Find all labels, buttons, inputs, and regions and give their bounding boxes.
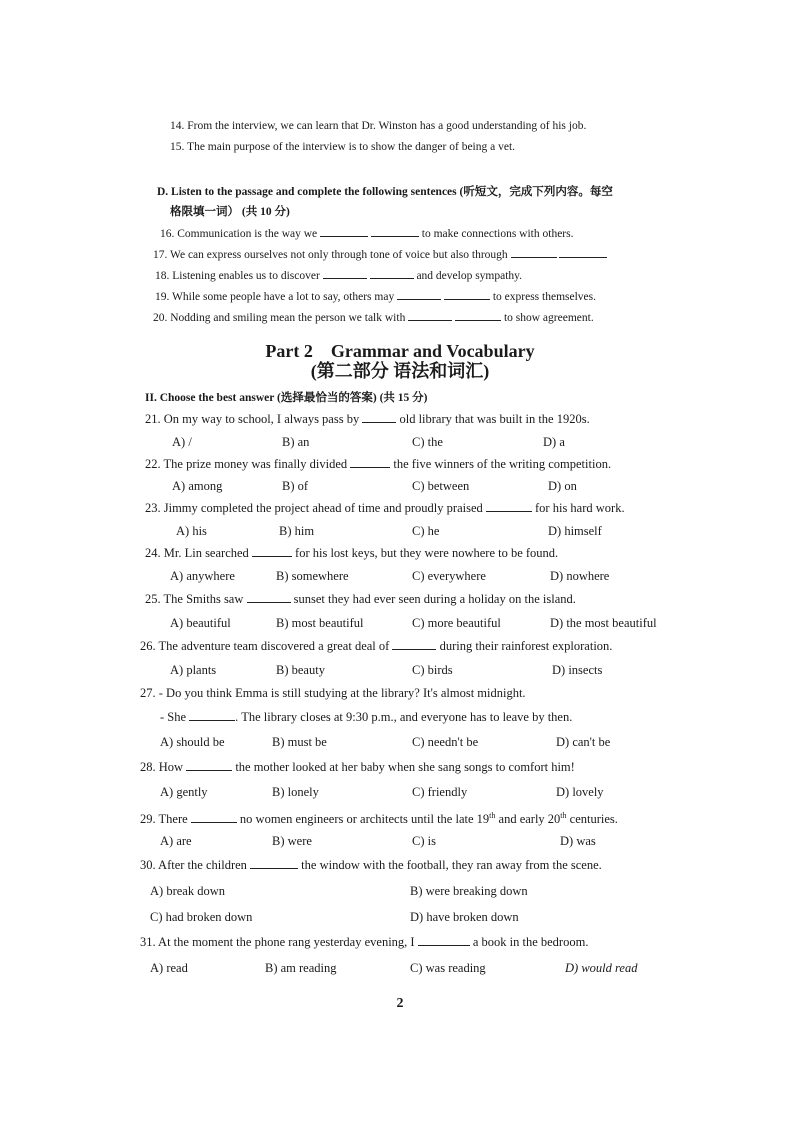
- answer-blank[interactable]: [559, 246, 607, 258]
- answer-blank[interactable]: [252, 545, 292, 557]
- option-a[interactable]: A) beautiful: [170, 616, 231, 630]
- option-d[interactable]: D) lovely: [556, 785, 604, 799]
- answer-blank[interactable]: [191, 811, 237, 823]
- option-d[interactable]: D) on: [548, 479, 577, 493]
- answer-blank[interactable]: [397, 288, 441, 300]
- question-20: 20. Nodding and smiling mean the person we talk with to show agreement.: [153, 309, 594, 326]
- page-number: 2: [396, 996, 404, 1011]
- answer-blank[interactable]: [250, 857, 298, 869]
- option-c[interactable]: C) is: [412, 834, 436, 848]
- part-title: Part 2 Grammar and Vocabulary: [265, 341, 535, 361]
- option-c[interactable]: C) everywhere: [412, 569, 486, 583]
- option-c[interactable]: C) was reading: [410, 961, 486, 975]
- option-b[interactable]: B) am reading: [265, 961, 337, 975]
- answer-blank[interactable]: [408, 309, 452, 321]
- option-b[interactable]: B) must be: [272, 735, 327, 749]
- option-a[interactable]: A) his: [176, 524, 207, 538]
- option-d[interactable]: D) himself: [548, 524, 602, 538]
- answer-blank[interactable]: [486, 500, 532, 512]
- option-a[interactable]: A) read: [150, 961, 188, 975]
- answer-blank[interactable]: [444, 288, 490, 300]
- option-d[interactable]: D) have broken down: [410, 910, 519, 924]
- answer-blank[interactable]: [189, 709, 235, 721]
- answer-blank[interactable]: [455, 309, 501, 321]
- answer-blank[interactable]: [323, 267, 367, 279]
- question-15: 15. The main purpose of the interview is to show the danger of being a vet.: [170, 141, 516, 153]
- answer-blank[interactable]: [350, 456, 390, 468]
- option-d[interactable]: D) was: [560, 834, 596, 848]
- option-d[interactable]: D) insects: [552, 663, 603, 677]
- question-19: 19. While some people have a lot to say, others may to express themselves.: [155, 288, 596, 305]
- option-d[interactable]: D) can't be: [556, 735, 611, 749]
- option-b[interactable]: B) were: [272, 834, 312, 848]
- option-a[interactable]: A) among: [172, 479, 223, 493]
- question-22: 22. The prize money was finally divided the five winners of the writing competition.: [145, 457, 612, 471]
- option-b[interactable]: B) were breaking down: [410, 884, 528, 898]
- answer-blank[interactable]: [371, 225, 419, 237]
- option-a[interactable]: A) plants: [170, 663, 217, 677]
- answer-blank[interactable]: [320, 225, 368, 237]
- option-c[interactable]: C) friendly: [412, 785, 468, 799]
- answer-blank[interactable]: [392, 638, 436, 650]
- option-a[interactable]: A) break down: [150, 884, 225, 898]
- option-c[interactable]: C) he: [412, 524, 440, 538]
- section-d-heading: D. Listen to the passage and complete the following sentences (听短文，完成下列内容。每空: [157, 186, 613, 198]
- question-30: 30. After the children the window with the football, they ran away from the scene.: [140, 858, 602, 872]
- option-b[interactable]: B) of: [282, 479, 309, 493]
- option-c[interactable]: C) needn't be: [412, 735, 479, 749]
- question-27-response: - She . The library closes at 9:30 p.m., and everyone has to leave by then.: [160, 710, 573, 724]
- option-a[interactable]: A) gently: [160, 785, 208, 799]
- section-d-heading-cont: 格限填一词） (共 10 分): [170, 206, 290, 218]
- option-b[interactable]: B) somewhere: [276, 569, 349, 583]
- option-d[interactable]: D) the most beautiful: [550, 616, 657, 630]
- answer-blank[interactable]: [511, 246, 557, 258]
- question-16: 16. Communication is the way we to make connections with others.: [160, 225, 573, 242]
- question-31: 31. At the moment the phone rang yesterday evening, I a book in the bedroom.: [140, 935, 589, 949]
- option-c[interactable]: C) had broken down: [150, 910, 253, 924]
- section-ii-heading: II. Choose the best answer (选择最恰当的答案) (共 15 分): [145, 392, 428, 404]
- question-24: 24. Mr. Lin searched for his lost keys, but they were nowhere to be found.: [145, 546, 559, 560]
- option-a[interactable]: A) anywhere: [170, 569, 235, 583]
- option-c[interactable]: C) more beautiful: [412, 616, 501, 630]
- option-b[interactable]: B) most beautiful: [276, 616, 364, 630]
- question-28: 28. How the mother looked at her baby when she sang songs to comfort him!: [140, 760, 575, 774]
- question-17: 17. We can express ourselves not only through tone of voice but also through: [153, 246, 607, 263]
- option-c[interactable]: C) between: [412, 479, 470, 493]
- answer-blank[interactable]: [247, 591, 291, 603]
- option-a[interactable]: A) should be: [160, 735, 225, 749]
- option-d[interactable]: D) nowhere: [550, 569, 610, 583]
- option-a[interactable]: A) /: [172, 435, 192, 449]
- option-d[interactable]: D) would read: [565, 961, 638, 975]
- question-14: 14. From the interview, we can learn that Dr. Winston has a good understanding of his job.: [170, 120, 587, 132]
- option-b[interactable]: B) him: [279, 524, 315, 538]
- option-a[interactable]: A) are: [160, 834, 192, 848]
- option-c[interactable]: C) the: [412, 435, 443, 449]
- question-25: 25. The Smiths saw sunset they had ever seen during a holiday on the island.: [145, 592, 576, 606]
- option-b[interactable]: B) beauty: [276, 663, 325, 677]
- question-21: 21. On my way to school, I always pass by old library that was built in the 1920s.: [145, 412, 590, 426]
- question-18: 18. Listening enables us to discover and develop sympathy.: [155, 267, 522, 284]
- question-27: 27. - Do you think Emma is still studying at the library? It's almost midnight.: [140, 686, 526, 700]
- option-c[interactable]: C) birds: [412, 663, 453, 677]
- answer-blank[interactable]: [418, 934, 470, 946]
- answer-blank[interactable]: [370, 267, 414, 279]
- option-b[interactable]: B) lonely: [272, 785, 319, 799]
- option-b[interactable]: B) an: [282, 435, 310, 449]
- answer-blank[interactable]: [186, 759, 232, 771]
- question-26: 26. The adventure team discovered a great deal of during their rainforest exploration.: [140, 639, 613, 653]
- option-d[interactable]: D) a: [543, 435, 565, 449]
- answer-blank[interactable]: [362, 411, 396, 423]
- part-title-cn: (第二部分 语法和词汇): [310, 361, 490, 381]
- question-29: 29. There no women engineers or architects until the late 19th and early 20th centuries.: [140, 811, 618, 827]
- question-23: 23. Jimmy completed the project ahead of time and proudly praised for his hard work.: [145, 501, 625, 515]
